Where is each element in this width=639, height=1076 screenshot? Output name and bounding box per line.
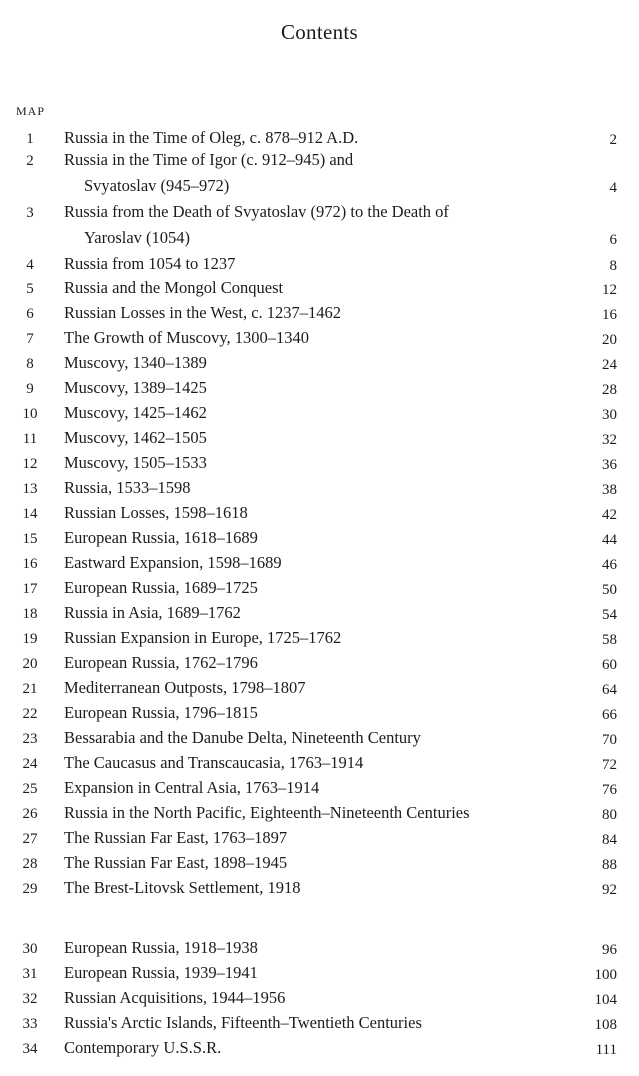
page-number: 8 — [609, 258, 617, 274]
page-number: 36 — [602, 457, 617, 473]
map-number: 30 — [22, 941, 38, 957]
page-number: 54 — [602, 607, 617, 623]
page-number: 76 — [602, 782, 617, 798]
map-number: 32 — [22, 991, 38, 1007]
map-title-line: Contemporary U.S.S.R. — [64, 1038, 222, 1057]
map-title-line: The Brest-Litovsk Settlement, 1918 — [64, 878, 301, 897]
map-number: 29 — [22, 881, 38, 897]
page-number: 70 — [602, 732, 617, 748]
page-number: 24 — [602, 357, 617, 373]
map-number: 31 — [22, 966, 38, 982]
map-number: 12 — [22, 456, 38, 472]
page-number: 96 — [602, 942, 617, 958]
map-number: 17 — [22, 581, 38, 597]
page-number: 2 — [609, 132, 617, 148]
map-number: 6 — [26, 306, 34, 322]
map-title-line: Russian Losses, 1598–1618 — [64, 503, 248, 522]
map-title-line: The Growth of Muscovy, 1300–1340 — [64, 328, 310, 347]
map-number: 3 — [26, 205, 34, 221]
page-number: 28 — [602, 382, 617, 398]
page-number: 20 — [602, 332, 617, 348]
map-number: 20 — [22, 656, 38, 672]
map-title-line: Russia in Asia, 1689–1762 — [64, 603, 241, 622]
page-number: 44 — [602, 532, 617, 548]
map-number: 24 — [22, 756, 38, 772]
map-title-line: Muscovy, 1425–1462 — [64, 403, 207, 422]
page-number: 30 — [602, 407, 617, 423]
map-number: 27 — [22, 831, 38, 847]
map-number: 23 — [22, 731, 38, 747]
map-number: 5 — [26, 281, 34, 297]
map-title-line: The Russian Far East, 1898–1945 — [64, 853, 288, 872]
map-column-header: MAP — [16, 104, 46, 118]
map-title-line: Mediterranean Outposts, 1798–1807 — [64, 678, 306, 697]
map-number: 14 — [22, 506, 38, 522]
map-number: 7 — [26, 331, 34, 347]
map-title-line: Russian Acquisitions, 1944–1956 — [64, 988, 286, 1007]
map-title-line: Russia in the North Pacific, Eighteenth–Nineteenth Centuries — [64, 803, 470, 822]
map-title-line: Russia in the Time of Oleg, c. 878–912 A.D. — [64, 128, 359, 147]
map-number: 9 — [26, 381, 34, 397]
page-number: 6 — [609, 232, 617, 248]
map-title-line: Eastward Expansion, 1598–1689 — [64, 553, 282, 572]
map-number: 28 — [22, 856, 38, 872]
map-title-line: Muscovy, 1389–1425 — [64, 378, 207, 397]
map-number: 13 — [22, 481, 38, 497]
page-number: 92 — [602, 882, 617, 898]
map-title-line: Russia from 1054 to 1237 — [64, 254, 236, 273]
page-title: Contents — [280, 20, 359, 44]
page-number: 46 — [602, 557, 617, 573]
map-title-line: Russian Expansion in Europe, 1725–1762 — [64, 628, 342, 647]
page-number: 100 — [594, 967, 617, 983]
map-title-line: Muscovy, 1462–1505 — [64, 428, 207, 447]
page-number: 60 — [602, 657, 617, 673]
map-title-line: The Caucasus and Transcaucasia, 1763–1914 — [64, 753, 364, 772]
page-number: 66 — [602, 707, 617, 723]
map-number: 33 — [22, 1016, 38, 1032]
map-title-line: European Russia, 1689–1725 — [64, 578, 258, 597]
map-title-line: Yaroslav (1054) — [84, 228, 191, 247]
map-title-line: European Russia, 1918–1938 — [64, 938, 258, 957]
map-title-line: Muscovy, 1340–1389 — [64, 353, 207, 372]
map-title-line: European Russia, 1796–1815 — [64, 703, 258, 722]
page-number: 64 — [602, 682, 617, 698]
page-number: 12 — [602, 282, 617, 298]
map-number: 2 — [26, 153, 34, 169]
map-title-line: Expansion in Central Asia, 1763–1914 — [64, 778, 320, 797]
page-number: 4 — [609, 180, 617, 196]
map-title-line: Russia from the Death of Svyatoslav (972) to the Death of — [64, 202, 449, 221]
map-number: 15 — [22, 531, 38, 547]
page-number: 104 — [594, 992, 617, 1008]
map-title-line: The Russian Far East, 1763–1897 — [64, 828, 288, 847]
map-number: 34 — [22, 1041, 38, 1057]
map-title-line: Svyatoslav (945–972) — [84, 176, 230, 195]
page-number: 16 — [602, 307, 617, 323]
map-title-line: Russia in the Time of Igor (c. 912–945) and — [64, 150, 354, 169]
map-title-line: Russian Losses in the West, c. 1237–1462 — [64, 303, 342, 322]
map-title-line: Bessarabia and the Danube Delta, Nineteenth Century — [64, 728, 421, 747]
map-number: 26 — [22, 806, 38, 822]
map-title-line: European Russia, 1939–1941 — [64, 963, 258, 982]
map-number: 4 — [26, 257, 34, 273]
map-title-line: Russia, 1533–1598 — [64, 478, 191, 497]
map-number: 25 — [22, 781, 38, 797]
map-number: 19 — [22, 631, 38, 647]
page-number: 58 — [602, 632, 617, 648]
map-title-line: Muscovy, 1505–1533 — [64, 453, 207, 472]
map-title-line: European Russia, 1762–1796 — [64, 653, 258, 672]
map-number: 18 — [22, 606, 38, 622]
map-title-line: Russia and the Mongol Conquest — [64, 278, 284, 297]
map-number: 21 — [22, 681, 38, 697]
map-number: 8 — [26, 356, 34, 372]
map-number: 10 — [22, 406, 38, 422]
map-number: 1 — [26, 131, 34, 147]
page-number: 84 — [602, 832, 617, 848]
page-number: 32 — [602, 432, 617, 448]
page-number: 80 — [602, 807, 617, 823]
page-number: 88 — [602, 857, 617, 873]
map-number: 22 — [22, 706, 38, 722]
page-number: 38 — [602, 482, 617, 498]
map-number: 16 — [22, 556, 38, 572]
map-title-line: Russia's Arctic Islands, Fifteenth–Twentieth Centuries — [64, 1013, 422, 1032]
map-title-line: European Russia, 1618–1689 — [64, 528, 258, 547]
page-number: 111 — [595, 1042, 617, 1058]
page-number: 42 — [602, 507, 617, 523]
page-number: 72 — [602, 757, 617, 773]
page-number: 108 — [594, 1017, 617, 1033]
map-number: 11 — [22, 431, 38, 447]
page-number: 50 — [602, 582, 617, 598]
